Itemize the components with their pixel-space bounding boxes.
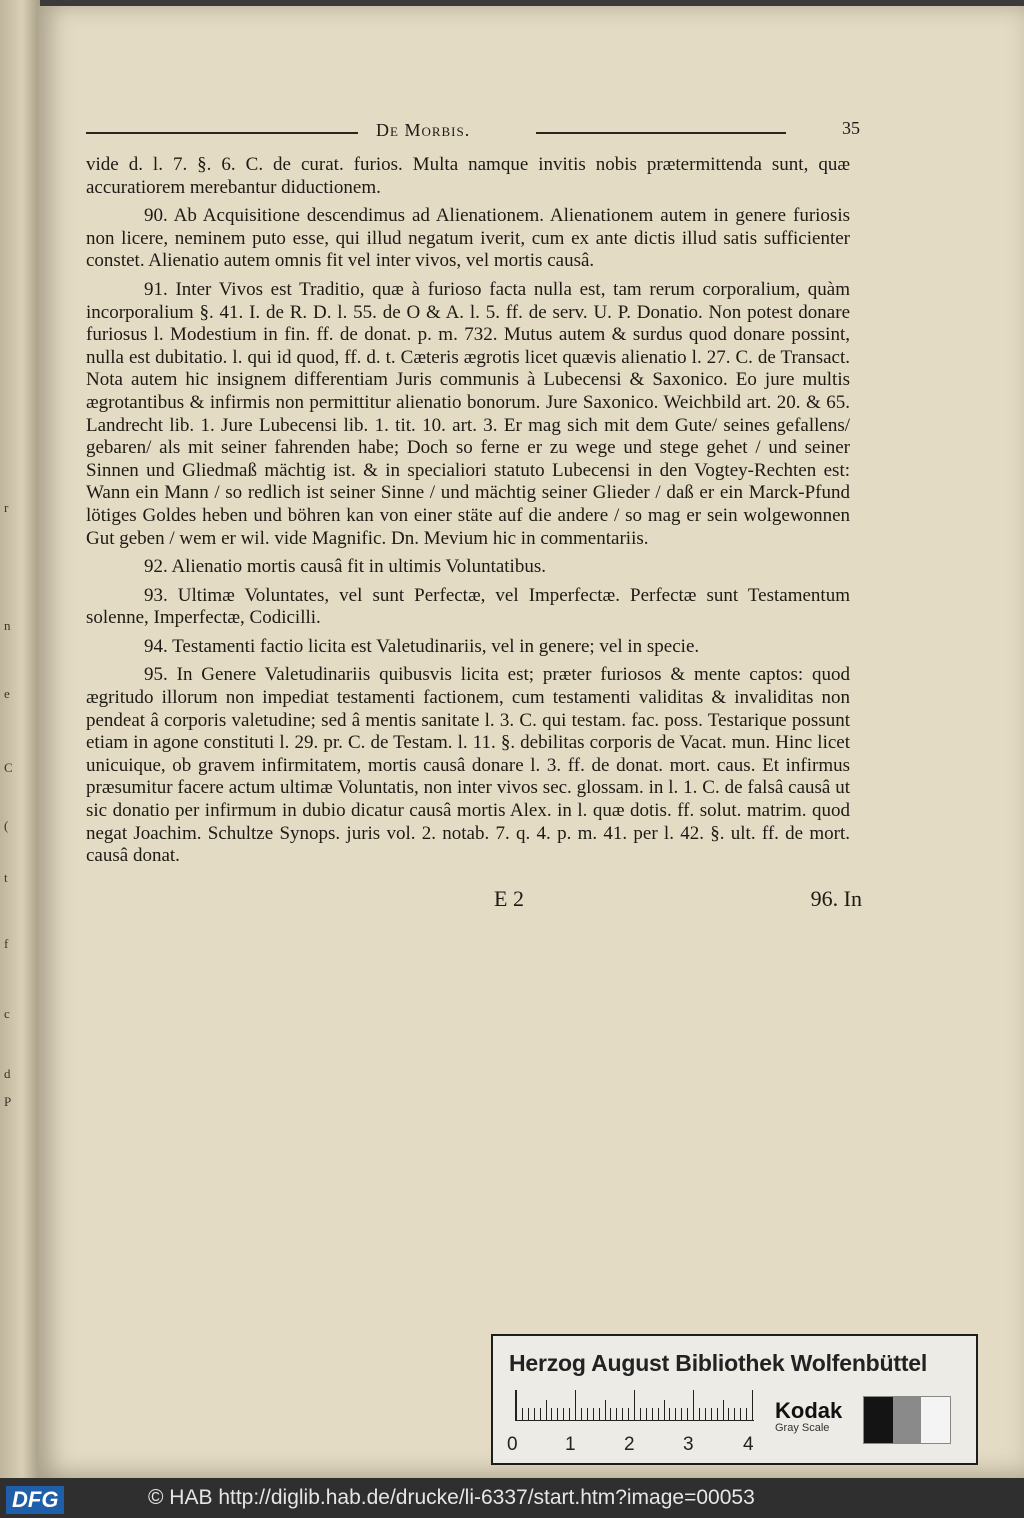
ruler-numbers [507, 1434, 767, 1456]
margin-fragment: d [4, 1066, 11, 1081]
copyright-text: © HAB http://diglib.hab.de/drucke/li-6337/start.htm?image=00053 [148, 1486, 755, 1509]
ruler-tick [699, 1408, 700, 1420]
ruler-tick [717, 1408, 718, 1420]
body-text [86, 154, 850, 868]
ruler-tick [516, 1390, 517, 1420]
ruler-tick [528, 1408, 529, 1420]
ruler-tick [728, 1408, 729, 1420]
gray-patch-white [921, 1397, 950, 1443]
ruler-tick [658, 1408, 659, 1420]
margin-fragment: c [4, 1006, 10, 1021]
margin-fragment: P [4, 1094, 12, 1109]
ruler-tick [687, 1408, 688, 1420]
ruler-tick [711, 1408, 712, 1420]
ruler-tick [652, 1408, 653, 1420]
ruler-number: 1 [565, 1434, 576, 1455]
ruler-tick [723, 1400, 724, 1420]
paragraph-92: 92. Alienatio mortis causâ fit in ultimis Voluntatibus. [144, 556, 546, 578]
ruler-tick [752, 1390, 753, 1420]
paragraph-90: 90. Ab Acquisitione descendimus ad Alienationem. Alienationem autem in genere furiosis non licere, neminem puto esse, qui illud negatum iverit, cum ex ante dictis illud satis sufficienter constet. Alienatio autem omnis fit vel inter vivos, vel mortis causâ. [86, 205, 850, 272]
ruler-tick [640, 1408, 641, 1420]
margin-fragment: e [4, 686, 10, 701]
ruler-tick [734, 1408, 735, 1420]
ruler-tick [664, 1400, 665, 1420]
left-page-edge [0, 0, 40, 1478]
ruler-tick [616, 1408, 617, 1420]
ruler-tick [563, 1408, 564, 1420]
ruler-tick [551, 1408, 552, 1420]
ruler-tick [669, 1408, 670, 1420]
page-number: 35 [842, 118, 860, 138]
ruler-number: 4 [743, 1434, 754, 1455]
ruler-tick [557, 1408, 558, 1420]
page-footer [86, 885, 862, 926]
ruler-tick [546, 1400, 547, 1420]
ruler-tick [634, 1390, 635, 1420]
kodak-brand: Kodak [775, 1398, 843, 1423]
ruler-tick [681, 1408, 682, 1420]
ruler-number: 2 [624, 1434, 635, 1455]
ruler-tick [746, 1408, 747, 1420]
signature-mark: E 2 [494, 885, 524, 911]
ruler-tick [605, 1400, 606, 1420]
ruler-tick [522, 1408, 523, 1420]
margin-fragment: ( [4, 818, 9, 833]
paragraph-continuation: vide d. l. 7. §. 6. C. de curat. furios. Multa namque invitis nobis prætermittenda sunt, quæ accuratiorem merebantur diductionem. [86, 154, 850, 198]
margin-fragment: t [4, 870, 8, 885]
ruler-tick [675, 1408, 676, 1420]
gray-patch-black [864, 1397, 893, 1443]
ruler-tick [587, 1408, 588, 1420]
running-header [86, 114, 860, 144]
ruler-tick [599, 1408, 600, 1420]
kodak-label [775, 1398, 842, 1434]
ruler-tick [575, 1390, 576, 1420]
margin-fragment: C [4, 760, 13, 775]
ruler-tick [581, 1408, 582, 1420]
ruler-number: 0 [507, 1434, 518, 1455]
ruler-tick [593, 1408, 594, 1420]
ruler-tick [693, 1390, 694, 1420]
catchword: 96. In [810, 885, 862, 911]
paragraph-95: 95. In Genere Valetudinariis quibusvis licita est; præter furiosos & mente captos: quod ægritudo illorum non impediat testamenti factionem, cum testamenti validitas & invaliditas non pendeat â corporis valetudine; sed â mentis sanitate l. 3. C. qui testam. fac. poss. Testarique possunt etiam in agone constituti l. 29. pr. C. de Testam. l. 11. §. debilitas corporis de Vacat. mun. Hinc licet unicuique, ob gravem infirmitatem, mortis causâ donare l. 3. ff. de donat. mort. caus. Et infirmus præsumitur facere actum ultimæ Voluntatis, non inter vivos sec. glossam. in l. 1. C. de falsâ causâ ut sic donatio per infirmum in dubio dicatur causâ mortis Alex. in l. quæ dotis. ff. solut. matrim. quod negat Joachim. Schultze Synops. juris vol. 2. notab. 7. q. 4. p. m. 41. per l. 42. §. ult. ff. de mort. causâ donat. [86, 664, 850, 867]
ruler-tick [628, 1408, 629, 1420]
paragraph-93: 93. Ultimæ Voluntates, vel sunt Perfectæ, vel Imperfectæ. Perfectæ sunt Testamentum solenne, Imperfectæ, Codicilli. [86, 584, 850, 629]
ruler-tick [534, 1408, 535, 1420]
ruler-tick [540, 1408, 541, 1420]
margin-fragment: r [4, 500, 9, 515]
margin-fragment: n [4, 618, 11, 633]
dfg-logo: DFG [6, 1486, 64, 1514]
ruler-tick [569, 1408, 570, 1420]
margin-fragment: f [4, 936, 9, 951]
header-rule-right [536, 132, 786, 134]
ruler-tick [705, 1408, 706, 1420]
gray-patch-mid [893, 1397, 922, 1443]
ruler-scale [515, 1390, 754, 1421]
page-body [86, 114, 862, 926]
ruler-tick [622, 1408, 623, 1420]
paragraph-91: 91. Inter Vivos est Traditio, quæ à furioso facta nulla est, tam rerum corporalium, quàm incorporalium §. 41. I. de R. D. l. 55. de O & A. l. 5. ff. de serv. U. P. Donatio. Non potest donare furiosus l. Modestium in fin. ff. de donat. p. m. 732. Mutus autem & surdus quod donare possint, nulla est dubitatio. l. qui id quod, ff. d. t. Cæteris ægrotis licet quævis alienatio l. 27. C. de Transact. Nota autem hic insignem differentiam Juris communis à Lubecensi & Saxonico. Eo jure multis ægrotantibus & infirmis non permittitur alienatio bonorum. Jure Saxonico. Weichbild art. 20. & 65. Landrecht lib. 1. Jure Lubecensi lib. 1. tit. 10. art. 3. Er mag sich mit dem Gute/ seines gefallens/ gebaren/ als mit seiner fahrenden habe; Doch so ferne er zu wege und stege gehet / und seiner Sinnen und Gliedmaß mächtig ist. & in specialiori statuto Lubecensi in den Vogtey-Rechten est: Wann ein Mann / so redlich ist seiner Sinne / und mächtig seiner Glieder / daß er ein Marck-Pfund lötiges Goldes heben und böhren kan von einer stäte auf die andere / so mag er sein wolgewonnen Gut geben / wem er wil. vide Magnific. Dn. Mevium hic in commentariis. [86, 278, 850, 549]
running-title: De Morbis. [376, 120, 471, 140]
paragraph-94: 94. Testamenti factio licita est Valetudinariis, vel in genere; vel in specie. [144, 635, 700, 657]
ruler-tick [740, 1408, 741, 1420]
ruler-tick [646, 1408, 647, 1420]
color-reference-stamp [491, 1334, 978, 1465]
header-rule-left [86, 132, 358, 134]
gray-patches [863, 1396, 951, 1444]
ruler-tick [610, 1408, 611, 1420]
ruler-number: 3 [683, 1434, 694, 1455]
status-bar [0, 1478, 1024, 1518]
library-name: Herzog August Bibliothek Wolfenbüttel [509, 1350, 928, 1376]
book-page [38, 6, 1024, 1478]
gray-scale-label: Gray Scale [775, 1422, 830, 1434]
